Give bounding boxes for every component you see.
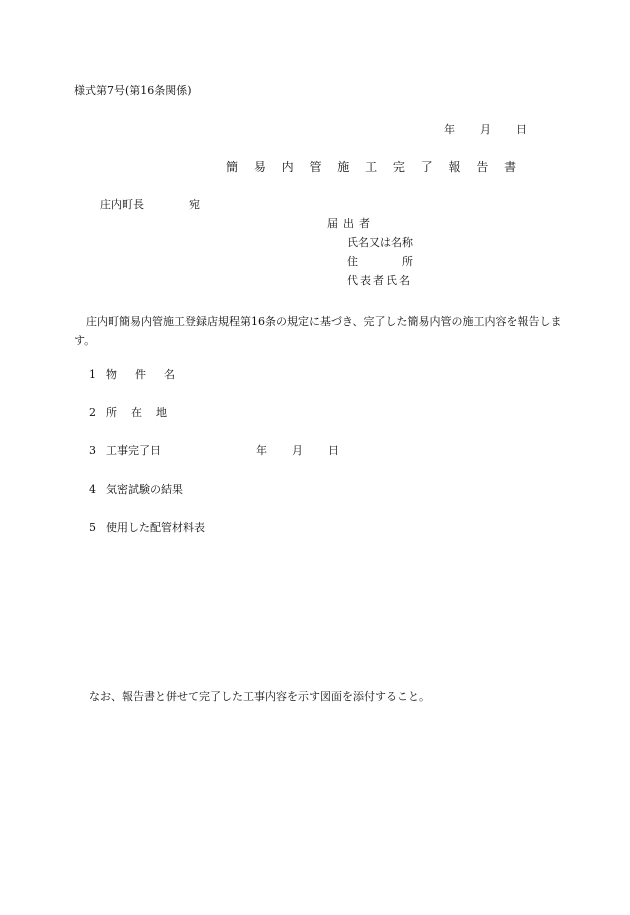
item-completion-date [89,444,339,457]
item-number: 3 [89,444,96,457]
item-location [89,406,181,419]
item-airtight-test [89,483,183,496]
document-title: 簡 易 内 管 施 工 完 了 報 告 書 [226,160,523,174]
applicant-address-label: 住 所 [347,255,413,268]
date-day: 日 [516,123,527,136]
addressee-name: 庄内町長 [100,198,144,211]
completion-date: 年 月 日 [256,444,339,457]
applicant-label: 届出者 [327,217,375,230]
item-number: 2 [89,406,96,419]
item-label: 所在地 [106,406,181,419]
item-number: 4 [89,483,96,496]
item-label: 工事完了日 [106,444,161,457]
addressee [100,198,200,211]
date-month: 月 [480,123,491,136]
item-property-name [89,368,193,381]
note-text: なお、報告書と併せて完了した工事内容を示す図面を添付すること。 [89,690,430,703]
addressee-suffix: 宛 [189,198,200,211]
item-number: 1 [89,368,96,381]
date-header [444,123,527,136]
applicant-name-label: 氏名又は名称 [347,236,413,249]
item-pipe-materials [89,521,205,534]
item-number: 5 [89,521,96,534]
body-text: 庄内町簡易内管施工登録店規程第16条の規定に基づき、完了した簡易内管の施工内容を報告します。 [74,315,562,347]
item-label: 物件名 [106,368,193,381]
form-number: 様式第7号(第16条関係) [74,84,192,97]
applicant-representative-label: 代表者氏名 [347,274,412,287]
date-year: 年 [444,123,455,136]
item-label: 気密試験の結果 [106,483,183,496]
item-label: 使用した配管材料表 [106,521,205,534]
